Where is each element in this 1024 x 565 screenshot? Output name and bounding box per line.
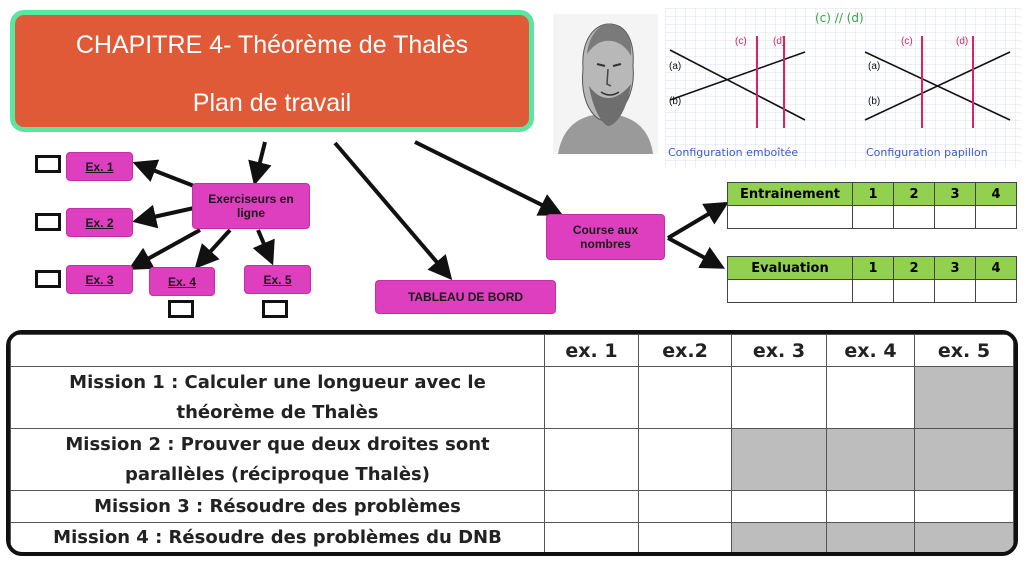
mission-cell-disabled [915,429,1014,491]
ex3-checkbox[interactable] [35,270,61,288]
mission-2-label: Mission 2 : Prouver que deux droites sont parallèles (réciproque Thalès) [11,429,545,491]
entrainement-cell[interactable] [853,206,894,229]
arrow-title-course [415,142,556,212]
ex2-label: Ex. 2 [85,215,114,230]
col-header-ex5: ex. 5 [915,335,1014,367]
arrow-course-entrainement [668,206,722,238]
mission-cell[interactable] [639,429,732,491]
entrainement-table: Entrainement 1 2 3 4 [727,182,1017,229]
entrainement-cell[interactable] [976,206,1017,229]
ex4-label: Ex. 4 [167,274,197,289]
config-papillon-caption: Configuration papillon [866,146,988,159]
ex1-checkbox[interactable] [35,155,61,173]
evaluation-label: Evaluation [728,257,853,280]
svg-text:(d): (d) [956,36,969,47]
evaluation-cell[interactable] [853,280,894,303]
svg-text:(a): (a) [669,61,682,72]
col-header-ex3: ex. 3 [732,335,827,367]
ex4-checkbox[interactable] [168,300,194,318]
mission-cell[interactable] [639,491,732,523]
mission-cell[interactable] [915,491,1014,523]
arrow-title-tableau [335,143,447,274]
course-aux-nombres-button[interactable] [546,214,665,260]
thales-bust-image [553,14,658,154]
ex2-link[interactable] [66,208,133,237]
mission-cell[interactable] [545,367,639,429]
ex5-label: Ex. 5 [263,272,292,287]
missions-corner [11,335,545,367]
mission-cell-disabled [827,523,915,554]
svg-text:(b): (b) [669,96,682,107]
mission-cell-disabled [732,523,827,554]
arrow-exerc-ex2 [140,208,194,220]
evaluation-table: Evaluation 1 2 3 4 [727,256,1017,303]
entrainement-cell[interactable] [935,206,976,229]
entrainement-cell[interactable] [728,206,853,229]
svg-text:(a): (a) [868,61,881,72]
mission-4-label: Mission 4 : Résoudre des problèmes du DNB [11,523,545,554]
evaluation-cell[interactable] [976,280,1017,303]
arrow-exerc-ex4 [200,230,230,263]
mission-3-label: Mission 3 : Résoudre des problèmes [11,491,545,523]
mission-cell[interactable] [639,367,732,429]
arrow-course-evaluation [668,238,718,265]
thales-configurations-diagram [665,8,1021,168]
evaluation-cell[interactable] [935,280,976,303]
ex1-label: Ex. 1 [85,159,114,174]
mission-1-label: Mission 1 : Calculer une longueur avec le théorème de Thalès [11,367,545,429]
mission-cell[interactable] [545,491,639,523]
arrow-title-exerciseurs [256,142,265,178]
svg-text:(c): (c) [901,36,913,47]
svg-text:(c): (c) [735,36,747,47]
col-header-ex1: ex. 1 [545,335,639,367]
exerciseurs-button[interactable] [192,183,310,229]
mission-cell[interactable] [732,367,827,429]
ex2-checkbox[interactable] [35,213,61,231]
config-emboitee-caption: Configuration emboîtée [668,146,799,159]
mission-cell-disabled [915,523,1014,554]
ex3-label: Ex. 3 [85,272,114,287]
entrainement-cell[interactable] [894,206,935,229]
tableau-label: TABLEAU DE BORD [407,290,524,304]
col-header-ex4: ex. 4 [827,335,915,367]
chapter-title-box [10,10,534,132]
ex1-link[interactable] [66,152,133,181]
mission-cell[interactable] [545,429,639,491]
arrow-exerc-ex5 [258,230,270,258]
mission-cell[interactable] [545,523,639,554]
tableau-de-bord-button[interactable] [375,280,556,314]
svg-text:(d): (d) [773,36,786,47]
mission-cell[interactable] [827,491,915,523]
entrainement-label: Entrainement [728,183,853,206]
evaluation-cell[interactable] [728,280,853,303]
svg-text:(b): (b) [868,96,881,107]
arrow-exerc-ex1 [140,165,194,186]
ex5-checkbox[interactable] [262,300,288,318]
ex3-link[interactable] [66,265,133,294]
parallel-header: (c) // (d) [815,11,864,25]
mission-cell[interactable] [639,523,732,554]
exerciseurs-label: Exerciseurs en ligne [208,192,294,220]
ex4-link[interactable] [149,267,215,296]
arrow-exerc-ex3 [135,230,200,266]
mission-cell-disabled [732,429,827,491]
chapter-title: CHAPITRE 4- Théorème de Thalès [75,31,469,59]
mission-cell[interactable] [732,491,827,523]
chapter-subtitle: Plan de travail [192,89,352,117]
course-label: Course aux nombres [572,223,639,251]
missions-table-frame [6,330,1018,556]
mission-cell-disabled [827,429,915,491]
ex5-link[interactable] [244,265,311,294]
col-header-ex2: ex.2 [639,335,732,367]
missions-table [10,334,1014,554]
mission-cell[interactable] [827,367,915,429]
evaluation-cell[interactable] [894,280,935,303]
mission-cell-disabled [915,367,1014,429]
